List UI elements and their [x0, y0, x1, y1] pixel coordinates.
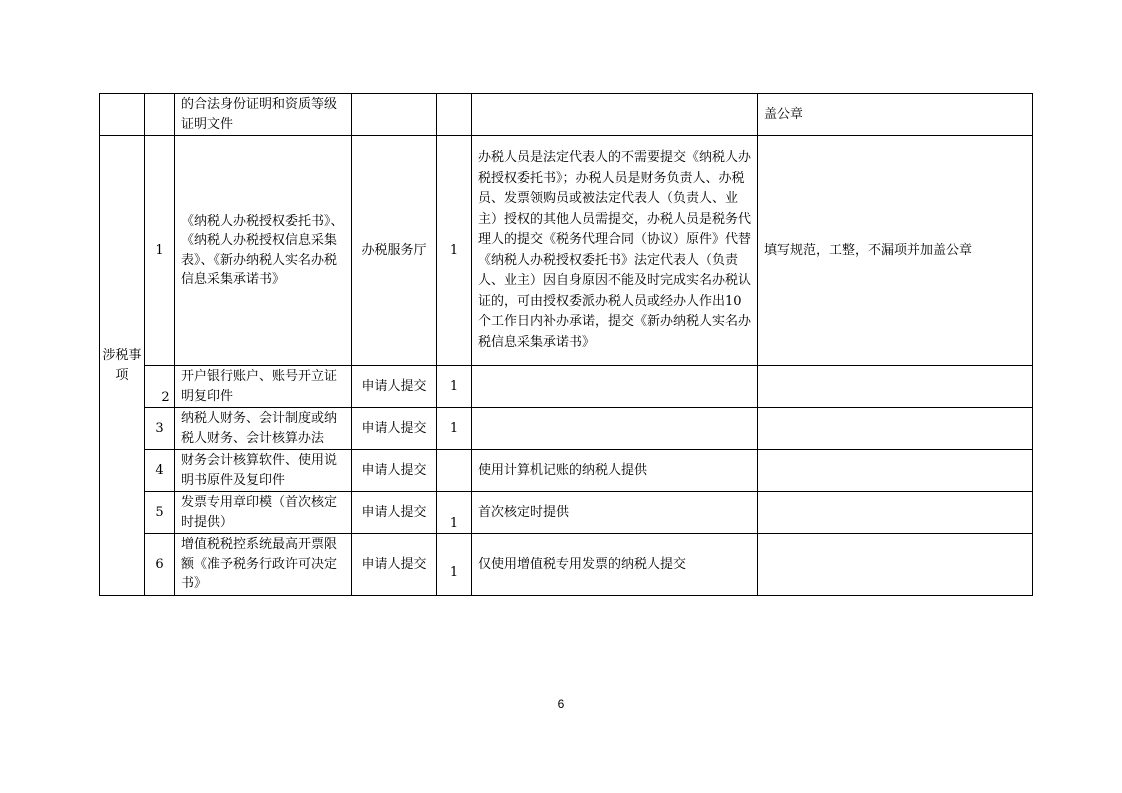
seq-cell: 4: [145, 450, 175, 492]
seq-cell: 5: [145, 492, 175, 534]
material-cell: 发票专用章印模（首次核定时提供）: [175, 492, 352, 534]
seq-cell-empty: [145, 94, 175, 136]
notes-cell: 仅使用增值税专用发票的纳税人提交: [472, 534, 758, 596]
seq-cell: [145, 366, 175, 408]
copies-cell: 1: [437, 492, 472, 534]
source-cell: 申请人提交: [352, 408, 437, 450]
source-cell: 办税服务厅: [352, 136, 437, 366]
copies-cell: 1: [437, 366, 472, 408]
category-cell: 涉税事项: [100, 136, 145, 596]
copies-cell: 1: [437, 136, 472, 366]
remark-cell: [758, 492, 1033, 534]
source-cell: 申请人提交: [352, 366, 437, 408]
seq-value: 2: [161, 389, 170, 405]
seq-cell: 3: [145, 408, 175, 450]
notes-cell: [472, 408, 758, 450]
copies-cell-empty: [437, 94, 472, 136]
source-cell: 申请人提交: [352, 450, 437, 492]
remark-cell: [758, 366, 1033, 408]
notes-cell: 首次核定时提供: [472, 492, 758, 534]
material-cell: 的合法身份证明和资质等级证明文件: [175, 94, 352, 136]
remark-cell: 填写规范，工整，不漏项并加盖公章: [758, 136, 1033, 366]
copies-cell: 1: [437, 534, 472, 596]
table-row: [100, 450, 1033, 492]
material-cell: 财务会计核算软件、使用说明书原件及复印件: [175, 450, 352, 492]
table-row: [100, 366, 1033, 408]
source-cell-empty: [352, 94, 437, 136]
table-row: [100, 492, 1033, 534]
notes-cell: 办税人员是法定代表人的不需要提交《纳税人办税授权委托书》；办税人员是财务负责人、办税员、发票领购员或被法定代表人（负责人、业主）授权的其他人员需提交，办税人员是税务代理人的提交《税务代理合同（协议）原件》代替《纳税人办税授权委托书》法定代表人（负责人、业主）因自身原因不能及时完成实名办税认证的，可由授权委派办税人员或经办人作出10个工作日内补办承诺，提交《新办纳税人实名办税信息采集承诺书》: [472, 136, 758, 366]
seq-cell: 6: [145, 534, 175, 596]
notes-cell: 使用计算机记账的纳税人提供: [472, 450, 758, 492]
notes-cell: [472, 366, 758, 408]
remark-cell: 盖公章: [758, 94, 1033, 136]
table-row-continuation: [100, 94, 1033, 136]
table-row: [100, 534, 1033, 596]
materials-table: [99, 93, 1033, 596]
source-cell: 申请人提交: [352, 534, 437, 596]
material-cell: 《纳税人办税授权委托书》、《纳税人办税授权信息采集表》、《新办纳税人实名办税信息采集承诺书》: [175, 136, 352, 366]
table-row: [100, 408, 1033, 450]
page-number: 6: [557, 697, 565, 711]
remark-cell: [758, 450, 1033, 492]
copies-cell: 1: [437, 408, 472, 450]
source-cell: 申请人提交: [352, 492, 437, 534]
material-cell: 纳税人财务、会计制度或纳税人财务、会计核算办法: [175, 408, 352, 450]
seq-cell: 1: [145, 136, 175, 366]
material-cell: 开户银行账户、账号开立证明复印件: [175, 366, 352, 408]
notes-cell-empty: [472, 94, 758, 136]
remark-cell: [758, 408, 1033, 450]
copies-cell: [437, 450, 472, 492]
category-cell-empty: [100, 94, 145, 136]
remark-cell: [758, 534, 1033, 596]
table-row: [100, 136, 1033, 366]
material-cell: 增值税税控系统最高开票限额《准予税务行政许可决定书》: [175, 534, 352, 596]
